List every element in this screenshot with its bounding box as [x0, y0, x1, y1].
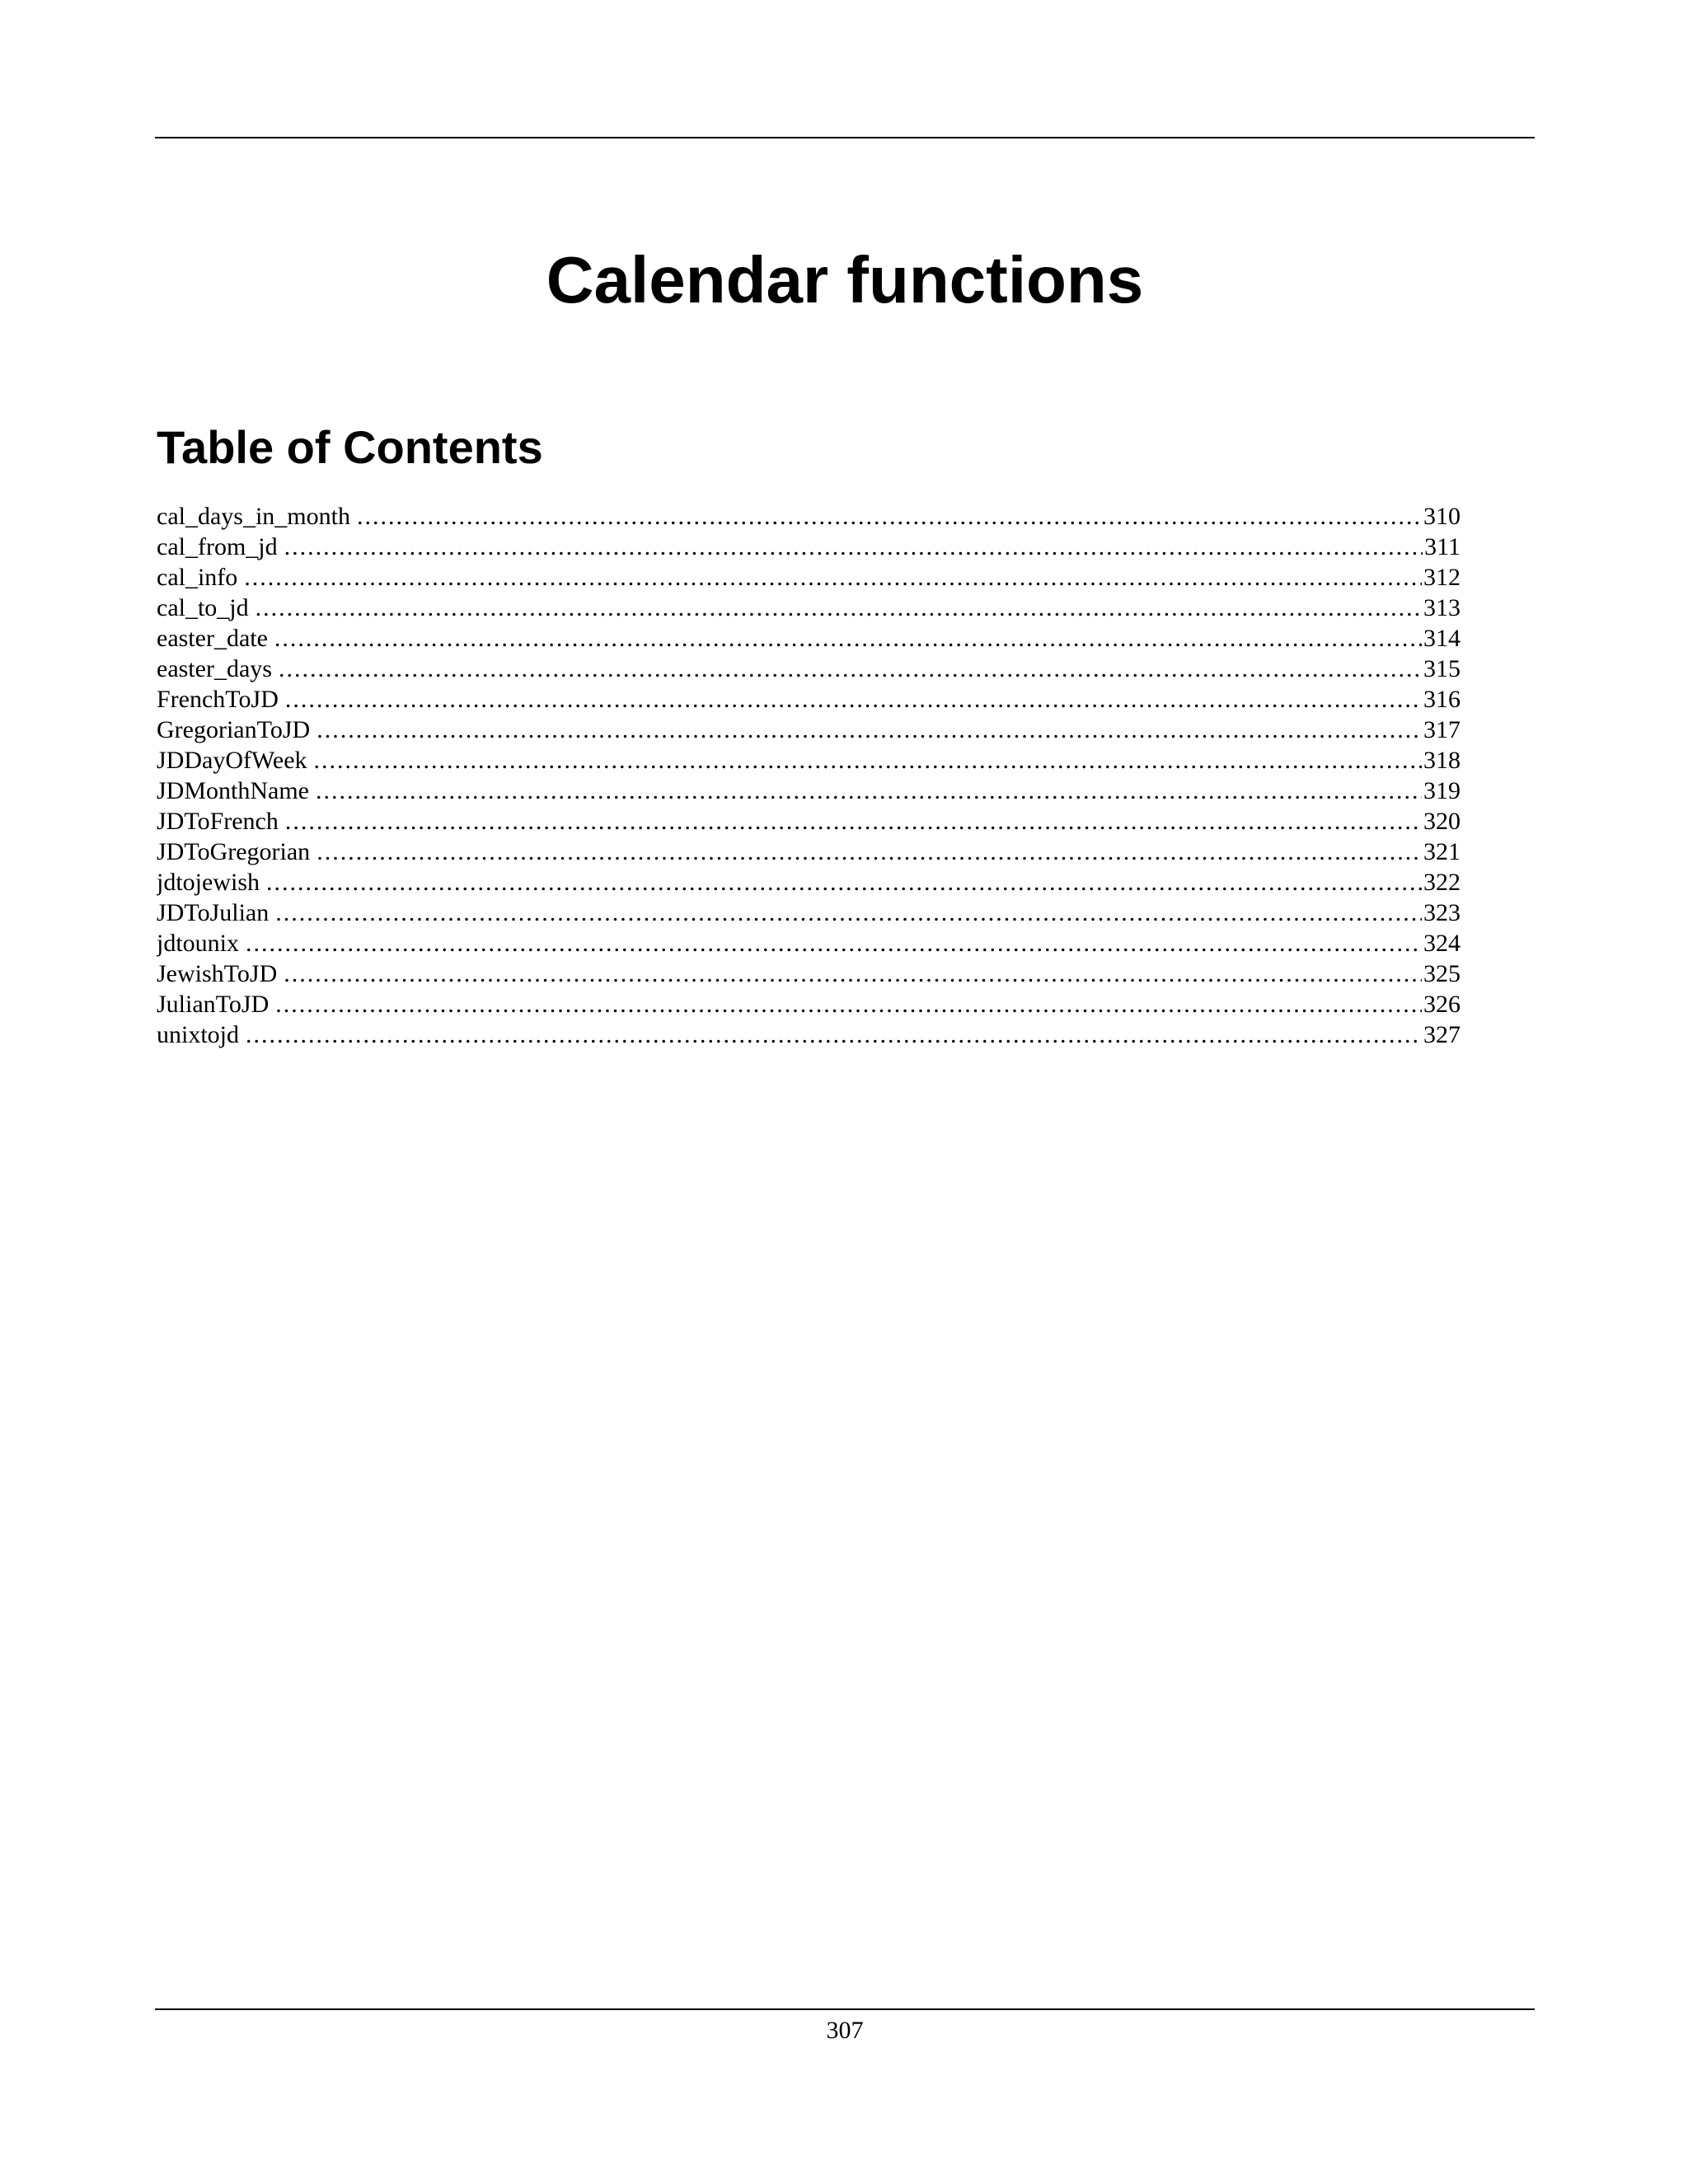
toc-entry-jdtojulian[interactable]	[157, 898, 1461, 928]
toc-entry-page: 317	[1423, 716, 1461, 743]
toc-entry-label: cal_to_jd	[157, 594, 249, 621]
toc-entry-page: 315	[1423, 655, 1461, 682]
toc-entry-page: 310	[1423, 503, 1461, 530]
dot-leader	[284, 958, 1422, 989]
dot-leader	[316, 776, 1422, 806]
toc-entry-label: cal_from_jd	[157, 533, 278, 560]
toc-entry-label: jdtojewish	[157, 869, 260, 896]
toc-entry-label: unixtojd	[157, 1021, 240, 1048]
chapter-title: Calendar functions	[546, 243, 1144, 316]
dot-leader	[316, 715, 1422, 745]
toc-entry-page: 323	[1423, 899, 1461, 926]
toc-entry-label: easter_date	[157, 625, 268, 652]
toc-entry-easter-date[interactable]	[157, 623, 1461, 654]
toc-entry-label: JDToJulian	[157, 899, 270, 926]
toc-entry-jdtounix[interactable]	[157, 928, 1461, 958]
toc-entry-cal-to-jd[interactable]	[157, 593, 1461, 623]
dot-leader	[314, 745, 1422, 776]
toc-entry-label: JulianToJD	[157, 991, 270, 1018]
dot-leader	[256, 593, 1422, 623]
toc-entry-jdmonthname[interactable]	[157, 776, 1461, 806]
toc-entry-page: 321	[1423, 838, 1461, 865]
toc-entry-page: 319	[1423, 777, 1461, 804]
dot-leader	[284, 532, 1423, 562]
toc-entry-label: FrenchToJD	[157, 686, 279, 713]
toc-entry-jewishtojd[interactable]	[157, 958, 1461, 989]
toc-entry-cal-info[interactable]	[157, 562, 1461, 593]
toc-entry-jdtogregorian[interactable]	[157, 837, 1461, 867]
toc-entry-label: JewishToJD	[157, 960, 278, 987]
toc-entry-label: JDToFrench	[157, 808, 279, 835]
toc-entry-page: 327	[1423, 1021, 1461, 1048]
toc-entry-page: 312	[1423, 564, 1461, 591]
toc-list	[157, 501, 1461, 1050]
dot-leader	[285, 684, 1422, 715]
toc-entry-cal-days-in-month[interactable]	[157, 501, 1461, 532]
toc-entry-page: 326	[1423, 991, 1461, 1018]
toc-entry-frenchtojd[interactable]	[157, 684, 1461, 715]
dot-leader	[244, 562, 1422, 593]
toc-entry-page: 318	[1423, 747, 1461, 774]
toc-entry-juliantojd[interactable]	[157, 989, 1461, 1019]
toc-entry-page: 322	[1423, 869, 1461, 896]
toc-entry-jdtojewish[interactable]	[157, 867, 1461, 898]
toc-entry-page: 316	[1423, 686, 1461, 713]
dot-leader	[246, 928, 1422, 958]
toc-entry-jddayofweek[interactable]	[157, 745, 1461, 776]
dot-leader	[274, 623, 1422, 654]
toc-entry-page: 325	[1423, 960, 1461, 987]
toc-entry-label: JDDayOfWeek	[157, 747, 307, 774]
toc-entry-label: JDToGregorian	[157, 838, 311, 865]
toc-entry-gregoriantojd[interactable]	[157, 715, 1461, 745]
dot-leader	[279, 654, 1422, 684]
header-rule	[155, 137, 1535, 138]
page-number: 307	[826, 2017, 864, 2044]
dot-leader	[246, 1019, 1422, 1050]
toc-entry-page: 324	[1423, 930, 1461, 957]
toc-entry-unixtojd[interactable]	[157, 1019, 1461, 1050]
toc-entry-page: 311	[1424, 533, 1461, 560]
toc-entry-jdtofrench[interactable]	[157, 806, 1461, 837]
dot-leader	[275, 898, 1422, 928]
toc-entry-label: GregorianToJD	[157, 716, 311, 743]
toc-entry-label: JDMonthName	[157, 777, 309, 804]
dot-leader	[357, 501, 1422, 532]
toc-entry-label: cal_days_in_month	[157, 503, 350, 530]
toc-entry-label: jdtounix	[157, 930, 240, 957]
toc-entry-page: 313	[1423, 594, 1461, 621]
dot-leader	[316, 837, 1422, 867]
footer-rule	[155, 2008, 1535, 2010]
dot-leader	[275, 989, 1422, 1019]
toc-entry-label: easter_days	[157, 655, 272, 682]
dot-leader	[266, 867, 1422, 898]
toc-entry-easter-days[interactable]	[157, 654, 1461, 684]
toc-entry-page: 314	[1423, 625, 1461, 652]
dot-leader	[285, 806, 1422, 837]
toc-heading: Table of Contents	[157, 421, 543, 473]
toc-entry-label: cal_info	[157, 564, 238, 591]
toc-entry-cal-from-jd[interactable]	[157, 532, 1461, 562]
toc-entry-page: 320	[1423, 808, 1461, 835]
